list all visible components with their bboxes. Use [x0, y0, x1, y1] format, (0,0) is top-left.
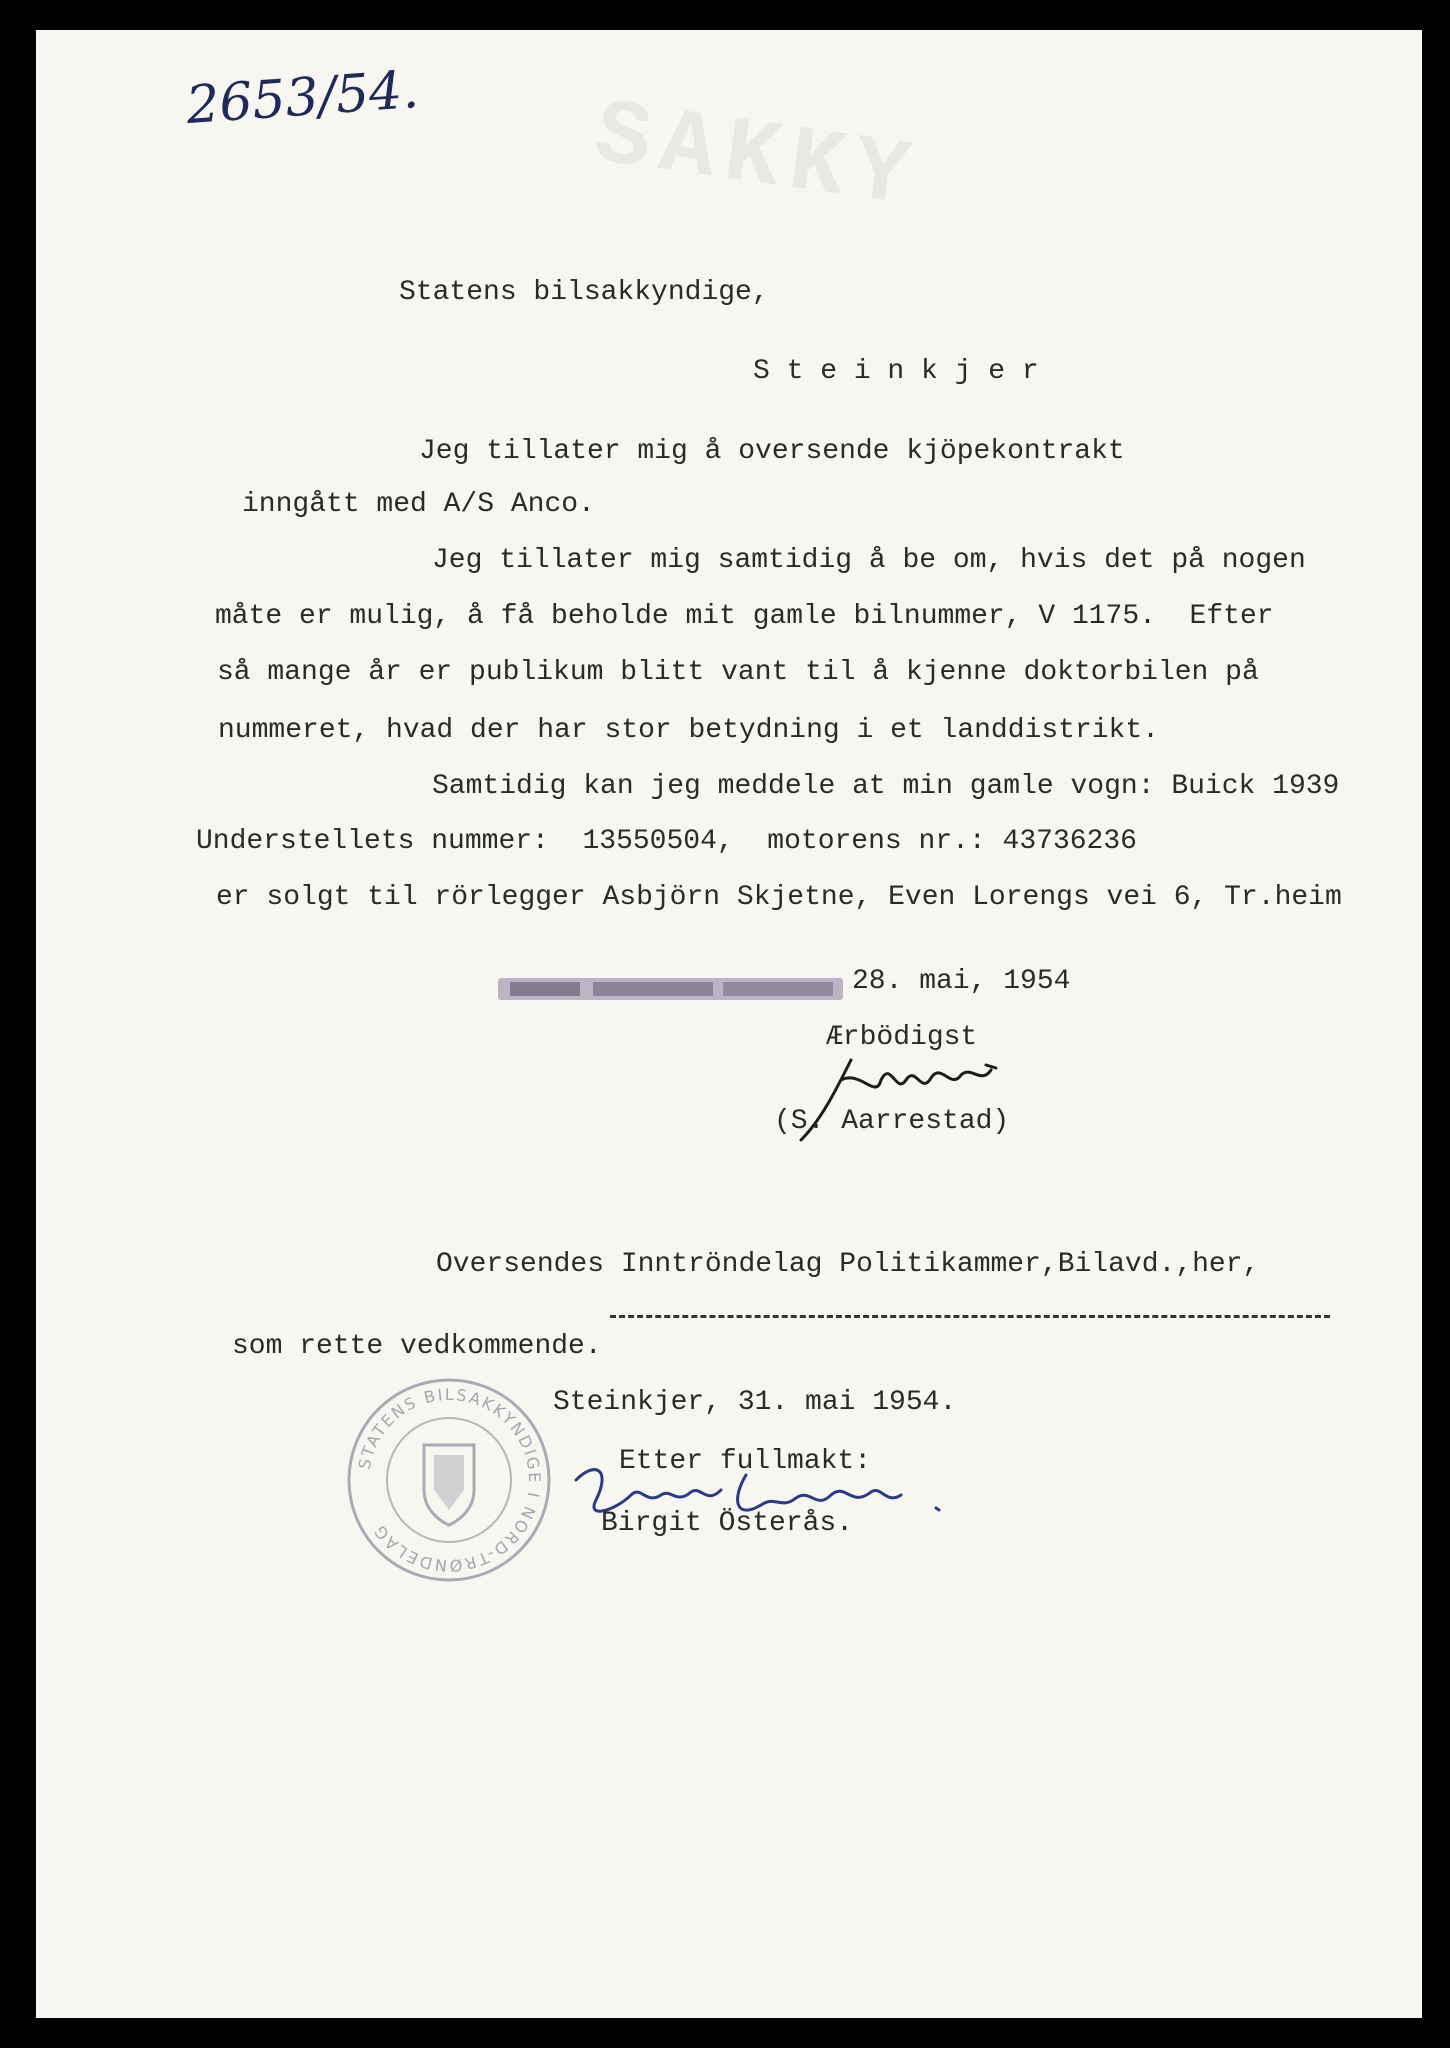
- addressee: Statens bilsakkyndige,: [399, 277, 769, 308]
- document-page: [36, 30, 1422, 2018]
- forward-line-1: Oversendes Inntröndelag Politikammer,Bilavd.,her,: [436, 1249, 1260, 1280]
- paragraph-2-line-1: Jeg tillater mig samtidig å be om, hvis det på nogen: [432, 545, 1306, 576]
- paragraph-2-line-2: måte er mulig, å få beholde mit gamle bilnummer, V 1175. Efter: [215, 601, 1274, 632]
- doctor-signature: [781, 1040, 1041, 1160]
- closing-greeting: Ærbödigst: [826, 1022, 978, 1053]
- signatory-name: (S. Aarrestad): [774, 1106, 1010, 1137]
- official-seal: [344, 1375, 554, 1585]
- official-name: Birgit Österås.: [601, 1508, 854, 1539]
- dashed-underline: [610, 1315, 1330, 1318]
- bleed-through-stamp: SAKKY: [588, 82, 926, 232]
- letter-date: 28. mai, 1954: [852, 966, 1071, 997]
- forward-line-2: som rette vedkommende.: [232, 1331, 602, 1362]
- paragraph-1-line-1: Jeg tillater mig å oversende kjöpekontrakt: [419, 436, 1125, 467]
- paragraph-3-line-2: Understellets nummer: 13550504, motorens nr.: 43736236: [196, 826, 1137, 857]
- blurred-place-stamp: [498, 970, 878, 1008]
- authority-line: Etter fullmakt:: [619, 1446, 872, 1477]
- svg-text:STATENS BILSAKKYNDIGE I NORD-T: STATENS BILSAKKYNDIGE I NORD-TRØNDELAG: [354, 1384, 545, 1576]
- paragraph-2-line-3: så mange år er publikum blitt vant til å kjenne doktorbilen på: [217, 657, 1259, 688]
- handwritten-reference: 2653/54.: [184, 59, 421, 137]
- forward-date: Steinkjer, 31. mai 1954.: [553, 1387, 957, 1418]
- paragraph-3-line-3: er solgt til rörlegger Asbjörn Skjetne, Even Lorengs vei 6, Tr.heim: [216, 882, 1342, 913]
- place-name: S t e i n k j e r: [753, 356, 1039, 387]
- paragraph-3-line-1: Samtidig kan jeg meddele at min gamle vogn: Buick 1939: [432, 771, 1340, 802]
- paragraph-2-line-4: nummeret, hvad der har stor betydning i et landdistrikt.: [218, 715, 1159, 746]
- paragraph-1-line-2: inngått med A/S Anco.: [242, 489, 595, 520]
